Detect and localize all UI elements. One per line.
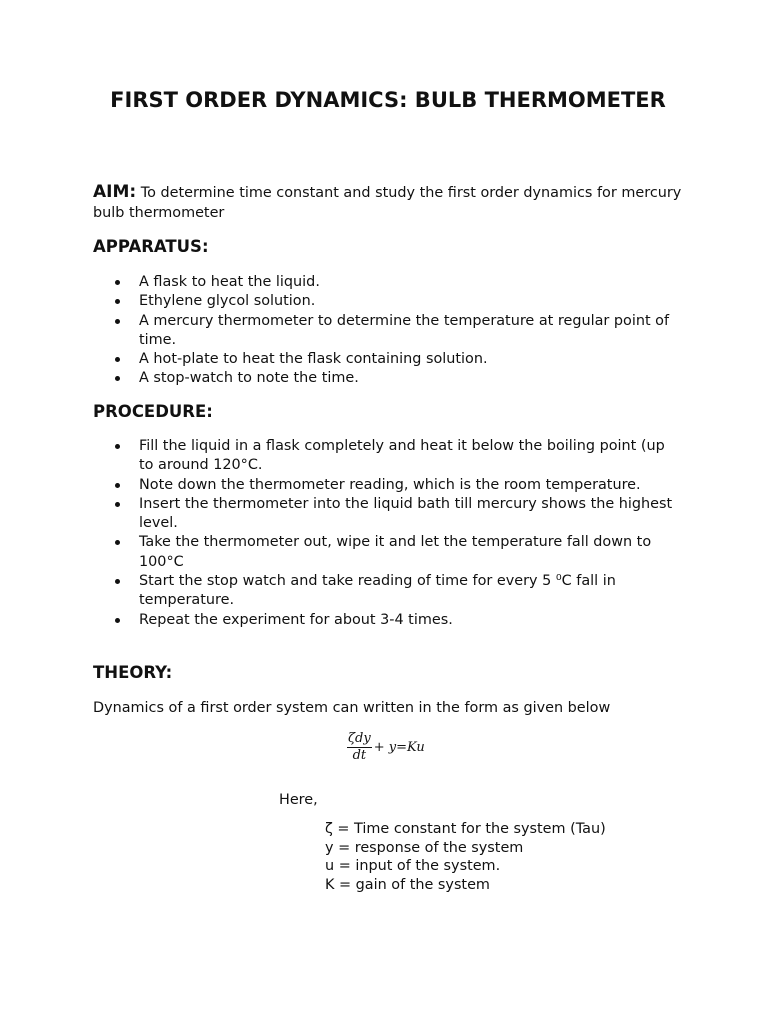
apparatus-heading: APPARATUS: — [93, 237, 209, 256]
aim-paragraph — [93, 182, 683, 223]
definition-item: K = gain of the system — [325, 876, 490, 893]
procedure-list — [93, 437, 683, 630]
list-item: A stop-watch to note the time. — [93, 369, 683, 388]
aim-text: To determine time constant and study the first order dynamics for mercury bulb thermometer — [93, 185, 682, 221]
equation-denominator: dt — [352, 748, 367, 763]
definition-item: ζ = Time constant for the system (Tau) — [325, 821, 606, 837]
list-item: Ethylene glycol solution. — [93, 292, 683, 311]
aim-label: AIM: — [93, 182, 137, 202]
list-item: Insert the thermometer into the liquid bath till mercury shows the highest level. — [93, 495, 683, 534]
list-item: Repeat the experiment for about 3-4 times. — [93, 611, 683, 630]
equation-rest: + y=Ku — [373, 740, 425, 755]
equation-numerator: ζdy — [348, 731, 371, 746]
list-item: Start the stop watch and take reading of time for every 5 ⁰C fall in temperature. — [93, 572, 683, 611]
definitions-list — [325, 820, 606, 894]
list-item: Fill the liquid in a flask completely and heat it below the boiling point (up to around 120°C. — [93, 437, 683, 476]
theory-intro: Dynamics of a first order system can written in the form as given below — [93, 700, 611, 716]
list-item: Note down the thermometer reading, which is the room temperature. — [93, 476, 683, 495]
here-label: Here, — [279, 792, 318, 808]
list-item: A hot-plate to heat the flask containing solution. — [93, 350, 683, 369]
definition-item: u = input of the system. — [325, 858, 501, 874]
list-item: Take the thermometer out, wipe it and let the temperature fall down to 100°C — [93, 533, 683, 572]
list-item: A mercury thermometer to determine the temperature at regular point of time. — [93, 312, 683, 351]
equation-fraction — [347, 731, 372, 764]
first-order-equation — [347, 731, 425, 764]
procedure-heading: PROCEDURE: — [93, 402, 213, 421]
theory-heading: THEORY: — [93, 663, 173, 682]
definition-item: y = response of the system — [325, 839, 524, 856]
document-title: FIRST ORDER DYNAMICS: BULB THERMOMETER — [110, 88, 666, 112]
apparatus-list — [93, 273, 683, 389]
list-item: A flask to heat the liquid. — [93, 273, 683, 292]
